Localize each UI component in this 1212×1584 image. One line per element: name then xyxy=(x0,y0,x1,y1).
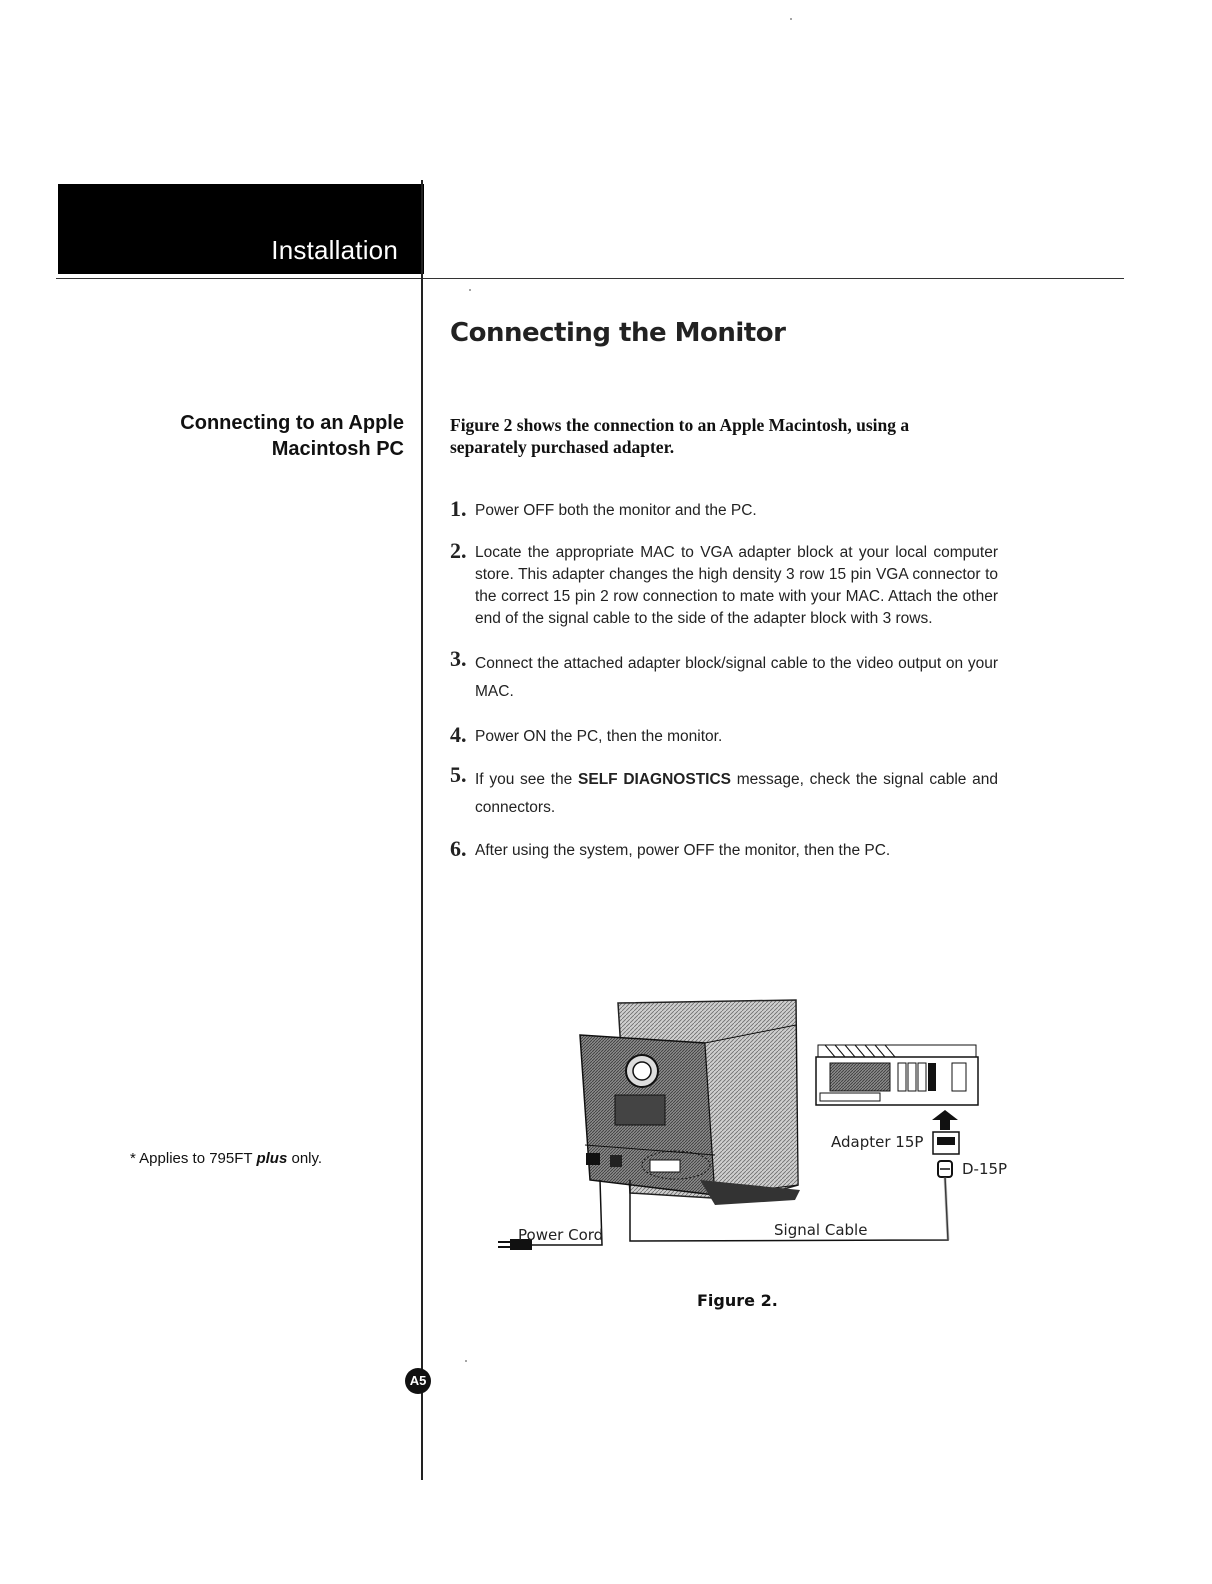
adapter-icon xyxy=(933,1132,959,1154)
adapter-label: Adapter 15P xyxy=(831,1133,924,1151)
footnote-prefix: * Applies to 795FT xyxy=(130,1150,257,1167)
connection-diagram xyxy=(490,995,1030,1265)
connection-illustration xyxy=(490,995,1030,1265)
footnote xyxy=(130,1150,322,1167)
sidebar-heading-line1: Connecting to an Apple xyxy=(180,412,404,434)
monitor-icon xyxy=(580,1000,800,1205)
step-number: 5. xyxy=(450,762,467,787)
step-text-after: message, check the signal cable and connectors. xyxy=(475,771,998,816)
step-text xyxy=(475,766,998,822)
step-number: 4. xyxy=(450,722,467,747)
sidebar-heading xyxy=(104,410,404,462)
step-text: After using the system, power OFF the monitor, then the PC. xyxy=(475,842,891,859)
vertical-rule xyxy=(421,180,423,1480)
section-header-bar xyxy=(58,184,424,274)
d15p-label: D-15P xyxy=(962,1160,1008,1178)
list-item xyxy=(450,538,998,630)
signal-cable-label: Signal Cable xyxy=(774,1221,868,1239)
page-number-badge: A5 xyxy=(405,1368,431,1394)
scan-speck xyxy=(790,18,792,20)
horizontal-rule xyxy=(56,278,1124,279)
intro-paragraph: Figure 2 shows the connection to an Apple Macintosh, using a separately purchased adapter. xyxy=(450,415,910,457)
sidebar-heading-line2: Macintosh PC xyxy=(271,438,404,460)
list-item xyxy=(450,722,998,748)
section-title: Installation xyxy=(271,235,398,265)
footnote-suffix: only. xyxy=(287,1150,323,1167)
step-number: 2. xyxy=(450,538,467,563)
self-diagnostics-term: SELF DIAGNOSTICS xyxy=(578,771,732,788)
step-text-before: If you see the xyxy=(475,771,579,788)
list-item xyxy=(450,646,998,706)
step-text: Power ON the PC, then the monitor. xyxy=(475,728,723,745)
step-text: Connect the attached adapter block/signal cable to the video output on your MAC. xyxy=(475,655,998,700)
scan-speck xyxy=(465,1360,467,1362)
step-number: 6. xyxy=(450,836,467,861)
step-text: Power OFF both the monitor and the PC. xyxy=(475,502,757,519)
scan-speck xyxy=(469,289,471,291)
figure-caption: Figure 2. xyxy=(697,1291,778,1310)
arrow-up-icon xyxy=(932,1110,958,1130)
power-cord-label: Power Cord xyxy=(518,1226,604,1244)
step-number: 3. xyxy=(450,646,467,671)
list-item xyxy=(450,762,998,822)
page-title: Connecting the Monitor xyxy=(450,318,786,348)
d15p-connector-icon xyxy=(938,1161,952,1177)
footnote-plus: plus xyxy=(256,1150,288,1167)
steps-list xyxy=(450,496,998,862)
step-number: 1. xyxy=(450,496,467,521)
computer-icon xyxy=(816,1045,978,1105)
list-item xyxy=(450,496,998,522)
list-item xyxy=(450,836,998,862)
step-text: Locate the appropriate MAC to VGA adapter block at your local computer store. This adapter changes the high density 3 row 15 pin VGA connector to the correct 15 pin 2 row connection to mate with your MAC. Attach the other end of the signal cable to the side of the adapter block with 3 rows. xyxy=(475,544,998,627)
